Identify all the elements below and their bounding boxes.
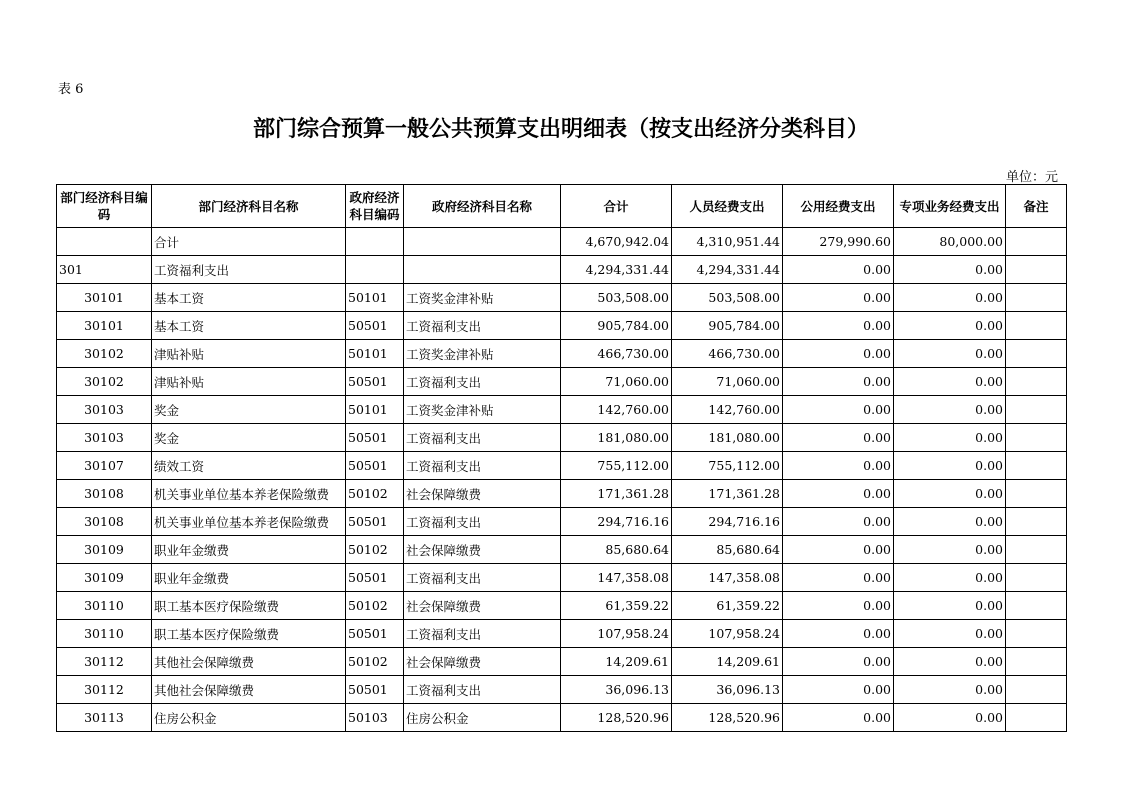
cell-total: 4,294,331.44: [561, 256, 672, 284]
cell-total: 181,080.00: [561, 424, 672, 452]
cell-note: [1006, 704, 1067, 732]
cell-public: 0.00: [783, 424, 894, 452]
cell-special: 0.00: [894, 368, 1006, 396]
cell-total: 61,359.22: [561, 592, 672, 620]
cell-gov-name: 工资奖金津补贴: [404, 284, 561, 312]
cell-public: 0.00: [783, 452, 894, 480]
cell-total: 147,358.08: [561, 564, 672, 592]
cell-gov-name: 工资福利支出: [404, 368, 561, 396]
cell-public: 0.00: [783, 536, 894, 564]
cell-gov-code: 50103: [346, 704, 404, 732]
table-row: [57, 396, 1067, 424]
cell-personnel: 4,294,331.44: [672, 256, 783, 284]
table-row: [57, 340, 1067, 368]
cell-gov-code: 50501: [346, 424, 404, 452]
cell-dept-name: 其他社会保障缴费: [152, 676, 346, 704]
cell-special: 0.00: [894, 312, 1006, 340]
cell-public: 0.00: [783, 480, 894, 508]
cell-dept-code: 301: [57, 256, 152, 284]
cell-note: [1006, 312, 1067, 340]
table-row: [57, 648, 1067, 676]
cell-dept-name: 职业年金缴费: [152, 536, 346, 564]
cell-public: 0.00: [783, 340, 894, 368]
cell-gov-name: 工资福利支出: [404, 676, 561, 704]
cell-dept-name: 职工基本医疗保险缴费: [152, 620, 346, 648]
cell-gov-name: 工资福利支出: [404, 620, 561, 648]
cell-gov-name: 工资福利支出: [404, 452, 561, 480]
cell-note: [1006, 396, 1067, 424]
table-row: [57, 312, 1067, 340]
cell-gov-name: 工资福利支出: [404, 508, 561, 536]
cell-note: [1006, 340, 1067, 368]
cell-dept-code: 30108: [57, 480, 152, 508]
cell-gov-code: 50101: [346, 396, 404, 424]
cell-special: 0.00: [894, 452, 1006, 480]
cell-special: 0.00: [894, 676, 1006, 704]
cell-personnel: 905,784.00: [672, 312, 783, 340]
cell-public: 0.00: [783, 592, 894, 620]
cell-dept-code: 30102: [57, 368, 152, 396]
table-number: 表 6: [58, 82, 84, 97]
cell-dept-name: 职业年金缴费: [152, 564, 346, 592]
table-row: [57, 508, 1067, 536]
cell-dept-name: 机关事业单位基本养老保险缴费: [152, 508, 346, 536]
cell-dept-name: 住房公积金: [152, 704, 346, 732]
cell-gov-code: 50102: [346, 480, 404, 508]
cell-special: 80,000.00: [894, 228, 1006, 256]
cell-public: 279,990.60: [783, 228, 894, 256]
table-row: [57, 676, 1067, 704]
cell-dept-name: 津贴补贴: [152, 340, 346, 368]
cell-special: 0.00: [894, 508, 1006, 536]
cell-dept-code: 30101: [57, 284, 152, 312]
cell-total: 171,361.28: [561, 480, 672, 508]
cell-dept-name: 基本工资: [152, 284, 346, 312]
cell-total: 755,112.00: [561, 452, 672, 480]
cell-dept-name: 绩效工资: [152, 452, 346, 480]
cell-gov-code: [346, 256, 404, 284]
cell-public: 0.00: [783, 396, 894, 424]
cell-note: [1006, 508, 1067, 536]
cell-dept-code: 30103: [57, 424, 152, 452]
cell-gov-code: [346, 228, 404, 256]
table-row: [57, 228, 1067, 256]
cell-gov-name: [404, 228, 561, 256]
cell-personnel: 181,080.00: [672, 424, 783, 452]
header-gov-name: 政府经济科目名称: [404, 185, 561, 228]
cell-total: 14,209.61: [561, 648, 672, 676]
cell-personnel: 294,716.16: [672, 508, 783, 536]
cell-special: 0.00: [894, 480, 1006, 508]
cell-gov-code: 50501: [346, 312, 404, 340]
cell-special: 0.00: [894, 396, 1006, 424]
cell-gov-code: 50101: [346, 340, 404, 368]
cell-dept-name: 基本工资: [152, 312, 346, 340]
cell-note: [1006, 228, 1067, 256]
cell-gov-code: 50501: [346, 564, 404, 592]
cell-gov-name: 工资福利支出: [404, 564, 561, 592]
cell-personnel: 71,060.00: [672, 368, 783, 396]
cell-special: 0.00: [894, 256, 1006, 284]
cell-personnel: 755,112.00: [672, 452, 783, 480]
cell-total: 4,670,942.04: [561, 228, 672, 256]
cell-total: 71,060.00: [561, 368, 672, 396]
cell-dept-name: 工资福利支出: [152, 256, 346, 284]
cell-gov-name: 工资奖金津补贴: [404, 340, 561, 368]
cell-gov-name: 工资奖金津补贴: [404, 396, 561, 424]
cell-gov-name: 住房公积金: [404, 704, 561, 732]
table-row: [57, 256, 1067, 284]
cell-gov-code: 50501: [346, 620, 404, 648]
header-total: 合计: [561, 185, 672, 228]
cell-public: 0.00: [783, 564, 894, 592]
table-row: [57, 536, 1067, 564]
cell-personnel: 147,358.08: [672, 564, 783, 592]
cell-public: 0.00: [783, 704, 894, 732]
cell-gov-code: 50102: [346, 592, 404, 620]
cell-total: 905,784.00: [561, 312, 672, 340]
table-row: [57, 620, 1067, 648]
cell-special: 0.00: [894, 424, 1006, 452]
cell-public: 0.00: [783, 312, 894, 340]
cell-total: 294,716.16: [561, 508, 672, 536]
cell-dept-code: 30108: [57, 508, 152, 536]
cell-total: 128,520.96: [561, 704, 672, 732]
cell-dept-name: 津贴补贴: [152, 368, 346, 396]
header-note: 备注: [1006, 185, 1067, 228]
table-row: [57, 564, 1067, 592]
cell-special: 0.00: [894, 536, 1006, 564]
table-row: [57, 704, 1067, 732]
cell-note: [1006, 368, 1067, 396]
budget-table: [56, 184, 1067, 732]
cell-dept-code: 30102: [57, 340, 152, 368]
header-row: [57, 185, 1067, 228]
cell-note: [1006, 256, 1067, 284]
page-title: 部门综合预算一般公共预算支出明细表（按支出经济分类科目）: [252, 117, 869, 142]
cell-dept-name: 其他社会保障缴费: [152, 648, 346, 676]
header-special: 专项业务经费支出: [894, 185, 1006, 228]
cell-personnel: 4,310,951.44: [672, 228, 783, 256]
cell-gov-code: 50501: [346, 508, 404, 536]
cell-note: [1006, 648, 1067, 676]
cell-public: 0.00: [783, 508, 894, 536]
cell-gov-code: 50101: [346, 284, 404, 312]
cell-dept-name: 奖金: [152, 424, 346, 452]
cell-special: 0.00: [894, 284, 1006, 312]
header-gov-code: 政府经济科目编码: [346, 185, 404, 228]
cell-gov-code: 50501: [346, 368, 404, 396]
cell-total: 142,760.00: [561, 396, 672, 424]
header-public: 公用经费支出: [783, 185, 894, 228]
cell-note: [1006, 424, 1067, 452]
cell-personnel: 36,096.13: [672, 676, 783, 704]
cell-public: 0.00: [783, 648, 894, 676]
cell-note: [1006, 480, 1067, 508]
table-row: [57, 480, 1067, 508]
cell-dept-name: 机关事业单位基本养老保险缴费: [152, 480, 346, 508]
cell-gov-code: 50102: [346, 536, 404, 564]
cell-dept-code: 30112: [57, 648, 152, 676]
table-row: [57, 424, 1067, 452]
cell-gov-name: 工资福利支出: [404, 312, 561, 340]
cell-special: 0.00: [894, 340, 1006, 368]
cell-public: 0.00: [783, 620, 894, 648]
table-row: [57, 592, 1067, 620]
table-row: [57, 452, 1067, 480]
cell-gov-name: 工资福利支出: [404, 424, 561, 452]
cell-total: 107,958.24: [561, 620, 672, 648]
unit-label: 单位：元: [1005, 170, 1058, 185]
cell-dept-name: 职工基本医疗保险缴费: [152, 592, 346, 620]
cell-dept-code: 30112: [57, 676, 152, 704]
cell-personnel: 85,680.64: [672, 536, 783, 564]
cell-total: 85,680.64: [561, 536, 672, 564]
cell-dept-code: 30110: [57, 592, 152, 620]
cell-gov-code: 50501: [346, 676, 404, 704]
cell-gov-name: 社会保障缴费: [404, 536, 561, 564]
cell-note: [1006, 620, 1067, 648]
cell-public: 0.00: [783, 284, 894, 312]
cell-note: [1006, 564, 1067, 592]
cell-dept-code: 30101: [57, 312, 152, 340]
table-row: [57, 284, 1067, 312]
cell-note: [1006, 592, 1067, 620]
cell-note: [1006, 676, 1067, 704]
cell-personnel: 61,359.22: [672, 592, 783, 620]
cell-personnel: 503,508.00: [672, 284, 783, 312]
cell-total: 36,096.13: [561, 676, 672, 704]
header-dept-name: 部门经济科目名称: [152, 185, 346, 228]
cell-personnel: 128,520.96: [672, 704, 783, 732]
cell-personnel: 14,209.61: [672, 648, 783, 676]
cell-personnel: 466,730.00: [672, 340, 783, 368]
cell-dept-code: [57, 228, 152, 256]
cell-special: 0.00: [894, 648, 1006, 676]
cell-dept-code: 30113: [57, 704, 152, 732]
cell-dept-name: 奖金: [152, 396, 346, 424]
cell-dept-code: 30107: [57, 452, 152, 480]
cell-gov-name: 社会保障缴费: [404, 592, 561, 620]
cell-special: 0.00: [894, 564, 1006, 592]
cell-total: 466,730.00: [561, 340, 672, 368]
cell-dept-code: 30110: [57, 620, 152, 648]
cell-public: 0.00: [783, 676, 894, 704]
cell-total: 503,508.00: [561, 284, 672, 312]
cell-gov-name: 社会保障缴费: [404, 480, 561, 508]
cell-special: 0.00: [894, 620, 1006, 648]
cell-special: 0.00: [894, 592, 1006, 620]
cell-public: 0.00: [783, 368, 894, 396]
cell-note: [1006, 284, 1067, 312]
cell-gov-name: 社会保障缴费: [404, 648, 561, 676]
cell-note: [1006, 452, 1067, 480]
cell-special: 0.00: [894, 704, 1006, 732]
cell-dept-name: 合计: [152, 228, 346, 256]
cell-dept-code: 30109: [57, 536, 152, 564]
cell-personnel: 107,958.24: [672, 620, 783, 648]
cell-personnel: 142,760.00: [672, 396, 783, 424]
cell-note: [1006, 536, 1067, 564]
cell-dept-code: 30109: [57, 564, 152, 592]
cell-gov-code: 50102: [346, 648, 404, 676]
cell-personnel: 171,361.28: [672, 480, 783, 508]
header-personnel: 人员经费支出: [672, 185, 783, 228]
cell-dept-code: 30103: [57, 396, 152, 424]
header-dept-code: 部门经济科目编码: [57, 185, 152, 228]
table-row: [57, 368, 1067, 396]
cell-gov-code: 50501: [346, 452, 404, 480]
cell-gov-name: [404, 256, 561, 284]
cell-public: 0.00: [783, 256, 894, 284]
